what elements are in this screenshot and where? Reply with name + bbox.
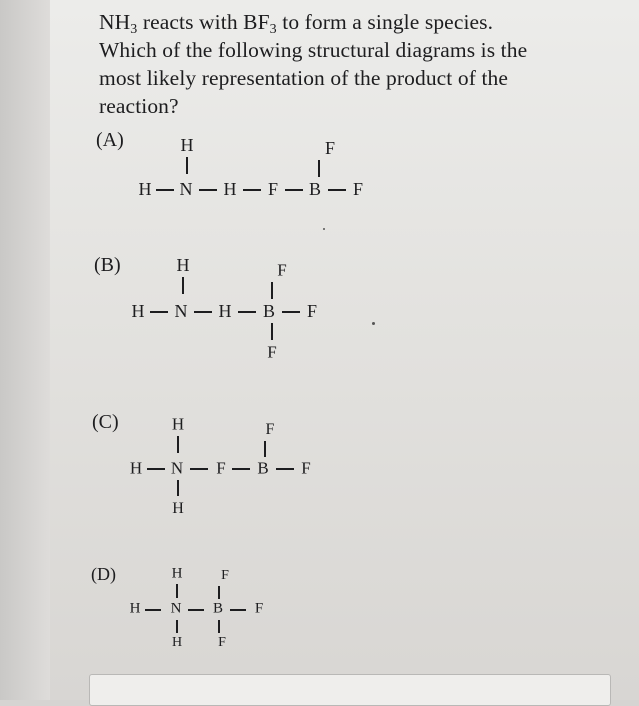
atom-h: H [171, 565, 183, 582]
bond [156, 189, 174, 191]
atom-f: F [254, 600, 264, 617]
atom-b: B [257, 458, 269, 478]
bond [194, 311, 212, 313]
bond [238, 311, 256, 313]
atom-f: F [267, 342, 277, 362]
atom-f: F [216, 458, 226, 478]
bond [243, 189, 261, 191]
dust-speck [372, 322, 375, 325]
atom-n: N [174, 301, 188, 321]
bond [318, 160, 320, 177]
subscript-3: 3 [269, 22, 277, 37]
question-fragment: to form a single species. [276, 10, 494, 34]
option-label: (B) [94, 254, 121, 276]
atom-n: N [170, 600, 182, 617]
atom-f: F [301, 458, 311, 478]
atom-h: H [171, 635, 183, 650]
atom-h: H [129, 458, 143, 478]
bond [188, 609, 204, 611]
question-line-3: most likely representation of the product of the [99, 66, 509, 90]
question-text [99, 8, 619, 120]
atom-f: F [267, 179, 279, 199]
page-edge-shadow [0, 0, 50, 700]
atom-f: F [306, 301, 318, 321]
option-label: (A) [96, 129, 124, 151]
bond [218, 586, 220, 599]
atom-h: H [172, 500, 184, 517]
bond [186, 157, 188, 174]
atom-h: H [131, 301, 145, 321]
bond [199, 189, 217, 191]
bond [285, 189, 303, 191]
bond [176, 620, 178, 633]
bond [230, 609, 246, 611]
atom-f: F [352, 179, 364, 199]
atom-h: H [223, 179, 237, 199]
question-line-4: reaction? [99, 94, 179, 118]
atom-n: N [170, 458, 184, 478]
bond [177, 436, 179, 453]
dust-speck [323, 228, 325, 230]
bond [264, 441, 266, 457]
option-label: (D) [91, 564, 116, 584]
atom-h: H [171, 414, 185, 434]
atom-f: F [277, 260, 287, 280]
bond [150, 311, 168, 313]
atom-f: F [221, 568, 229, 583]
atom-h: H [138, 179, 152, 199]
atom-f: F [265, 421, 275, 438]
atom-n: N [179, 179, 193, 199]
atom-b: B [262, 301, 276, 321]
bond [276, 468, 294, 470]
atom-h: H [129, 600, 141, 617]
atom-h: H [180, 135, 194, 155]
atom-b: B [212, 600, 224, 617]
bond [182, 277, 184, 294]
question-line-2: Which of the following structural diagrams is the [99, 38, 528, 62]
atom-f: F [324, 138, 336, 158]
question-fragment: reacts with BF [137, 10, 270, 34]
bond [176, 584, 178, 598]
bond [145, 609, 161, 611]
subscript-3: 3 [130, 22, 138, 37]
bond [232, 468, 250, 470]
question-line-1 [99, 8, 619, 36]
bond [190, 468, 208, 470]
bond [271, 323, 273, 340]
atom-b: B [308, 179, 322, 199]
bond [218, 620, 220, 633]
bond [177, 480, 179, 496]
formula-nh: NH [99, 10, 131, 34]
bond [271, 282, 273, 299]
atom-h: H [176, 255, 190, 275]
atom-h: H [218, 301, 232, 321]
option-label: (C) [92, 411, 119, 433]
answer-input-box[interactable] [89, 674, 611, 706]
bond [328, 189, 346, 191]
atom-f: F [218, 635, 226, 650]
bond [147, 468, 165, 470]
bond [282, 311, 300, 313]
